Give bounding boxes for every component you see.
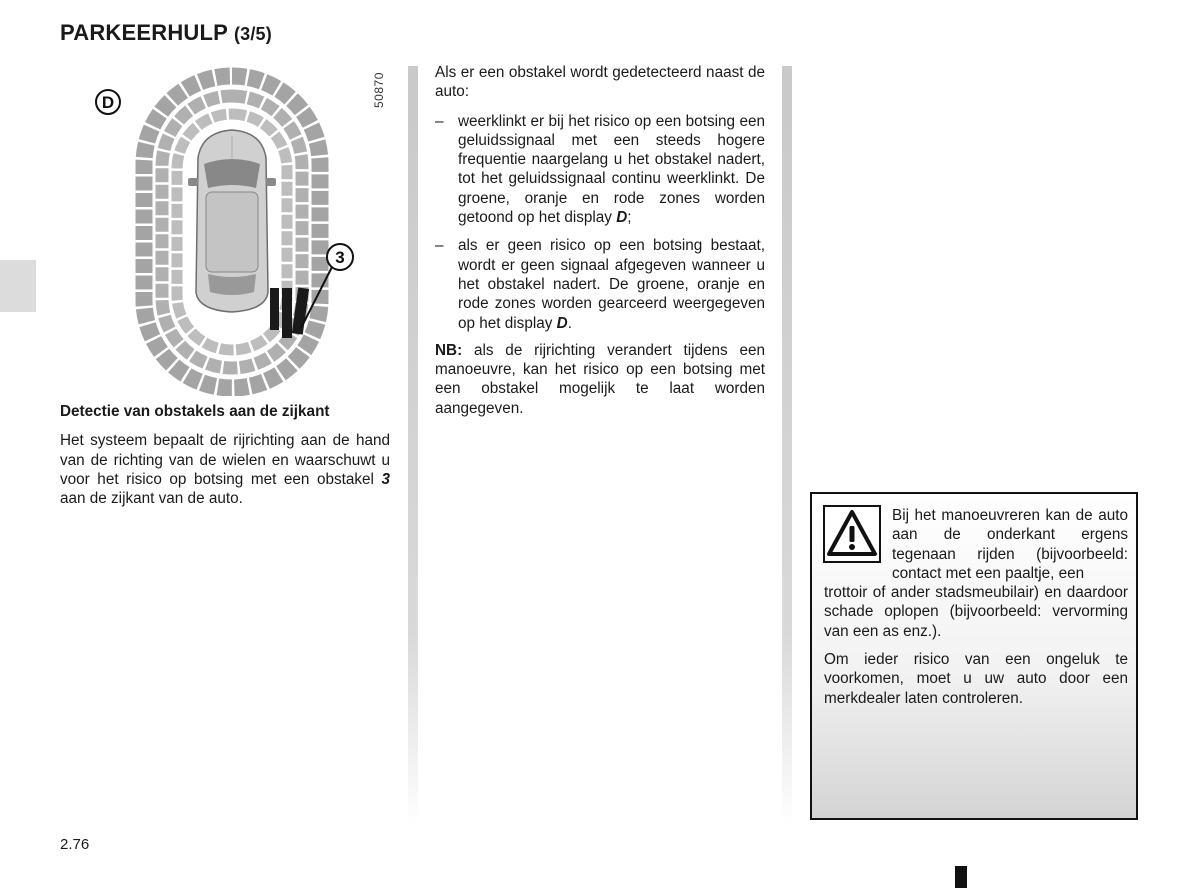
list-item-1-end: ; — [627, 209, 632, 227]
note-paragraph — [435, 341, 765, 418]
column-divider-left — [408, 66, 418, 826]
parking-sensor-illustration — [90, 66, 400, 396]
obstacle-reference: 3 — [381, 470, 390, 488]
page-number: 2.76 — [60, 836, 90, 853]
column-divider-right — [782, 66, 792, 826]
list-item-2-text: als er geen risico op een botsing bestaat, wordt er geen signaal afgegeven wanneer u het obstakel nadert. De groene, oranje en rode zones worden gearceerd weergegeven op het display — [458, 237, 765, 332]
warning-box — [810, 492, 1138, 820]
list-dash: – — [435, 112, 444, 130]
note-text: als de rijrichting verandert tijdens een manoeuvre, kan het risico op een botsing met een obstakel mogelijk te laat worden aangegeven. — [435, 341, 765, 417]
obstacle-label-3: 3 — [335, 248, 345, 267]
left-column — [60, 402, 390, 508]
list-item-1-text: weerklinkt er bij het risico op een botsing een geluidssignaal met een steeds hogere frequentie naargelang u het obstakel nadert, tot het geluidssignaal continu weerklinkt. De groene, oranje en rode zones worden getoond op het display — [458, 112, 765, 227]
page-title-text: PARKEERHULP — [60, 20, 228, 45]
chapter-tab — [0, 260, 36, 312]
warning-text-2: trottoir of ander stadsmeubilair) en daardoor schade oplopen (bijvoorbeeld: vervorming van een as enz.). — [824, 584, 1128, 640]
car-top-view — [188, 130, 276, 312]
display-label-d: D — [101, 93, 115, 112]
section-heading: Detectie van obstakels aan de zijkant — [60, 403, 330, 420]
detection-intro: Als er een obstakel wordt gedetecteerd naast de auto: — [435, 64, 765, 101]
display-reference: D — [556, 314, 568, 332]
list-item-collision-risk — [435, 112, 765, 228]
list-item-no-risk — [435, 236, 765, 332]
page-section-indicator: (3/5) — [233, 24, 272, 44]
warning-text-3: Om ieder risico van een ongeluk te voorkomen, moet u uw auto door een merkdealer laten controleren. — [824, 651, 1128, 707]
note-label: NB: — [435, 341, 463, 359]
warning-text-1: Bij het manoeuvreren kan de auto aan de onderkant ergens tegenaan rijden (bijvoorbeeld: contact met een paaltje, een — [892, 507, 1128, 582]
list-dash: – — [435, 237, 444, 255]
side-detection-paragraph — [60, 431, 390, 508]
paragraph-text-start: Het systeem bepaalt de rijrichting aan de hand van de richting van de wielen en waarschuwt u voor het risico op botsing met een obstakel — [60, 432, 390, 488]
page-edge-marker — [955, 866, 967, 888]
page-title — [60, 20, 272, 46]
middle-column — [435, 63, 765, 418]
paragraph-text-end: aan de zijkant van de auto. — [60, 490, 243, 508]
display-reference: D — [616, 209, 628, 227]
list-item-2-end: . — [567, 314, 572, 332]
warning-triangle-icon — [823, 505, 881, 563]
image-reference-code: 50870 — [372, 72, 386, 108]
parking-sensor-diagram — [90, 66, 400, 396]
